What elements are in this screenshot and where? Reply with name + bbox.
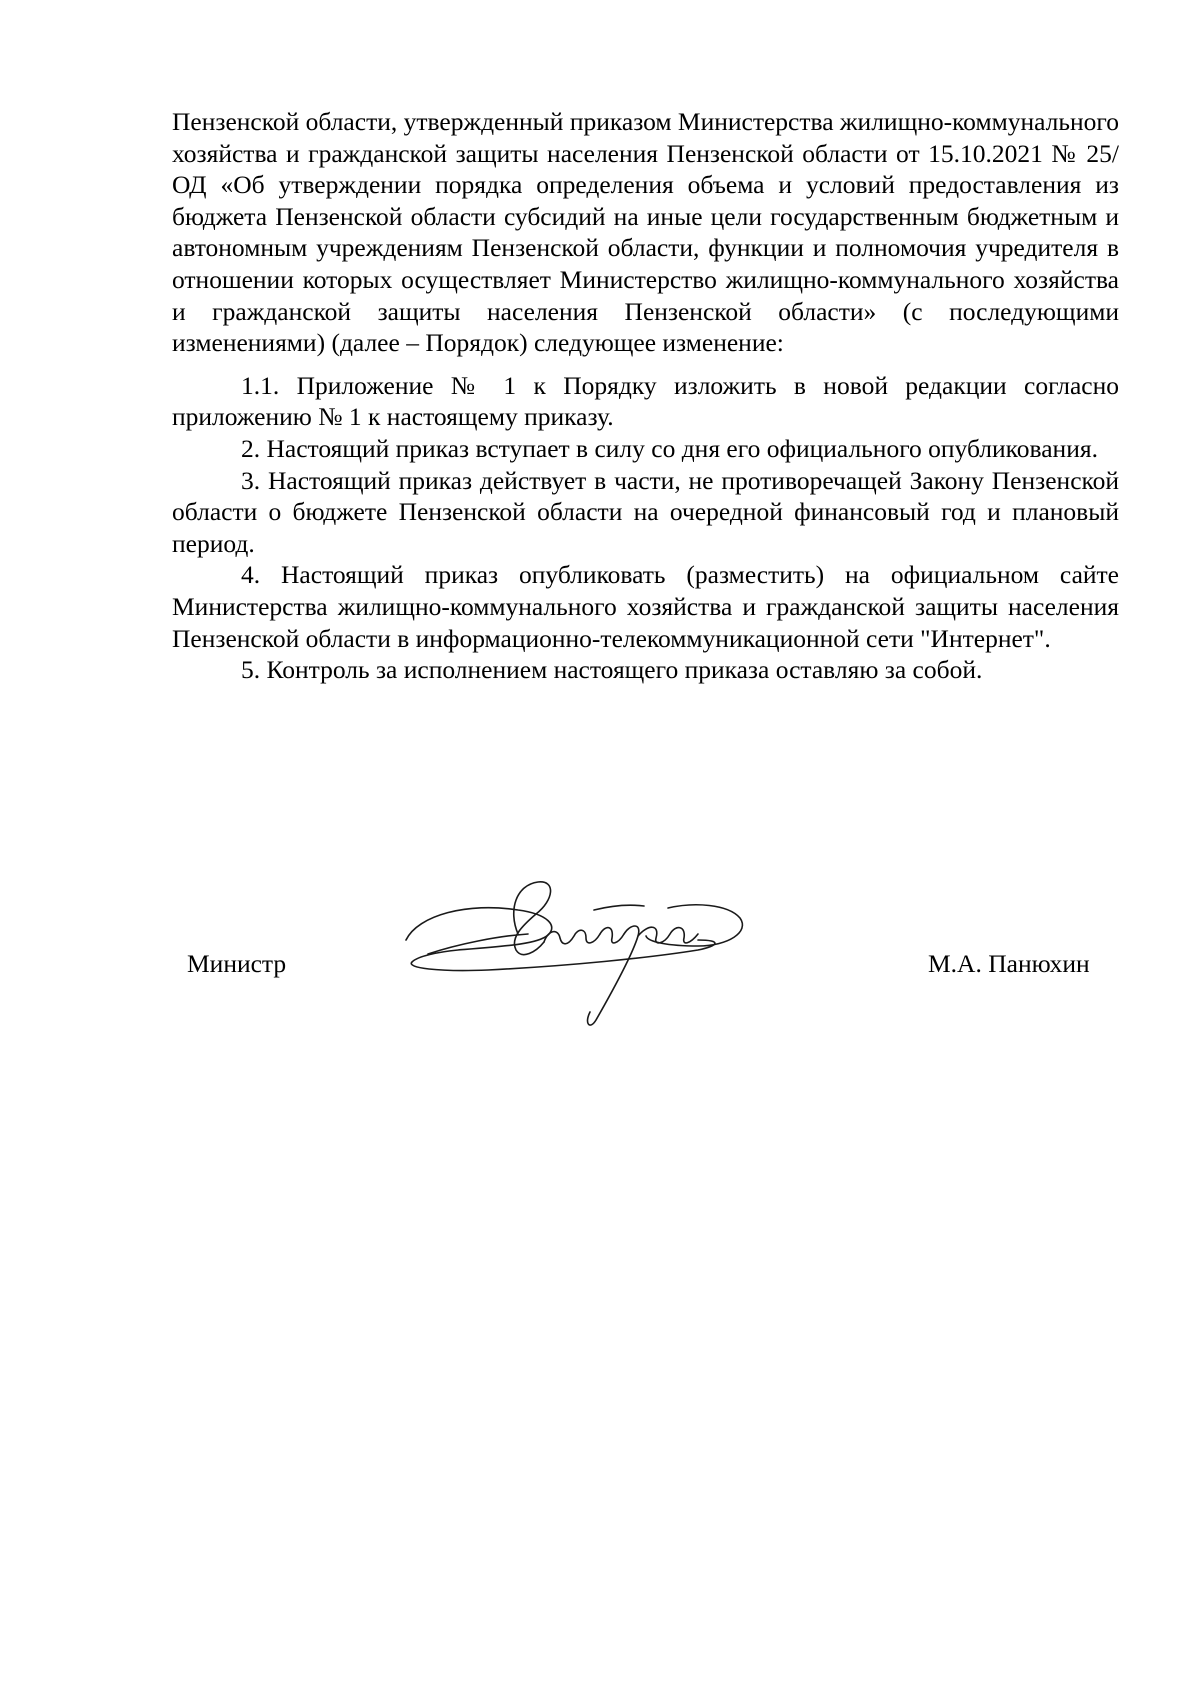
- item-3-paragraph: 3. Настоящий приказ действует в части, не противоречащей Закону Пензенской области о бюджете Пензенской области на очередной финансовый год и плановый период.: [172, 465, 1119, 558]
- handwritten-signature: [398, 880, 768, 1030]
- signature-block: [0, 880, 1200, 1040]
- document-body: [172, 106, 1119, 686]
- item-5-paragraph: 5. Контроль за исполнением настоящего приказа оставляю за собой.: [241, 655, 983, 685]
- item-2-paragraph: 2. Настоящий приказ вступает в силу со дня его официального опубликования.: [241, 433, 1098, 463]
- item-1-1-paragraph: 1.1. Приложение № 1 к Порядку изложить в новой редакции согласно приложению № 1 к настоящему приказу.: [172, 370, 1119, 432]
- item-4-paragraph: 4. Настоящий приказ опубликовать (разместить) на официальном сайте Министерства жилищно-коммунального хозяйства и гражданской защиты населения Пензенской области в информационно-телекоммуникационной сети "Интернет".: [172, 560, 1119, 653]
- signatory-name: М.А. Панюхин: [928, 949, 1090, 978]
- intro-paragraph: Пензенской области, утвержденный приказом Министерства жилищно-коммунального хозяйства и гражданской защиты населения Пензенской области от 15.10.2021 № 25/ОД «Об утверждении порядка определения объема и условий предоставления из бюджета Пензенской области субсидий на иные цели государственным бюджетным и автономным учреждениям Пензенской области, функции и полномочия учредителя в отношении которых осуществляет Министерство жилищно-коммунального хозяйства и гражданской защиты населения Пензенской области» (с последующими изменениями) (далее – Порядок) следующее изменение:: [172, 107, 1119, 358]
- signatory-role: Министр: [187, 949, 287, 978]
